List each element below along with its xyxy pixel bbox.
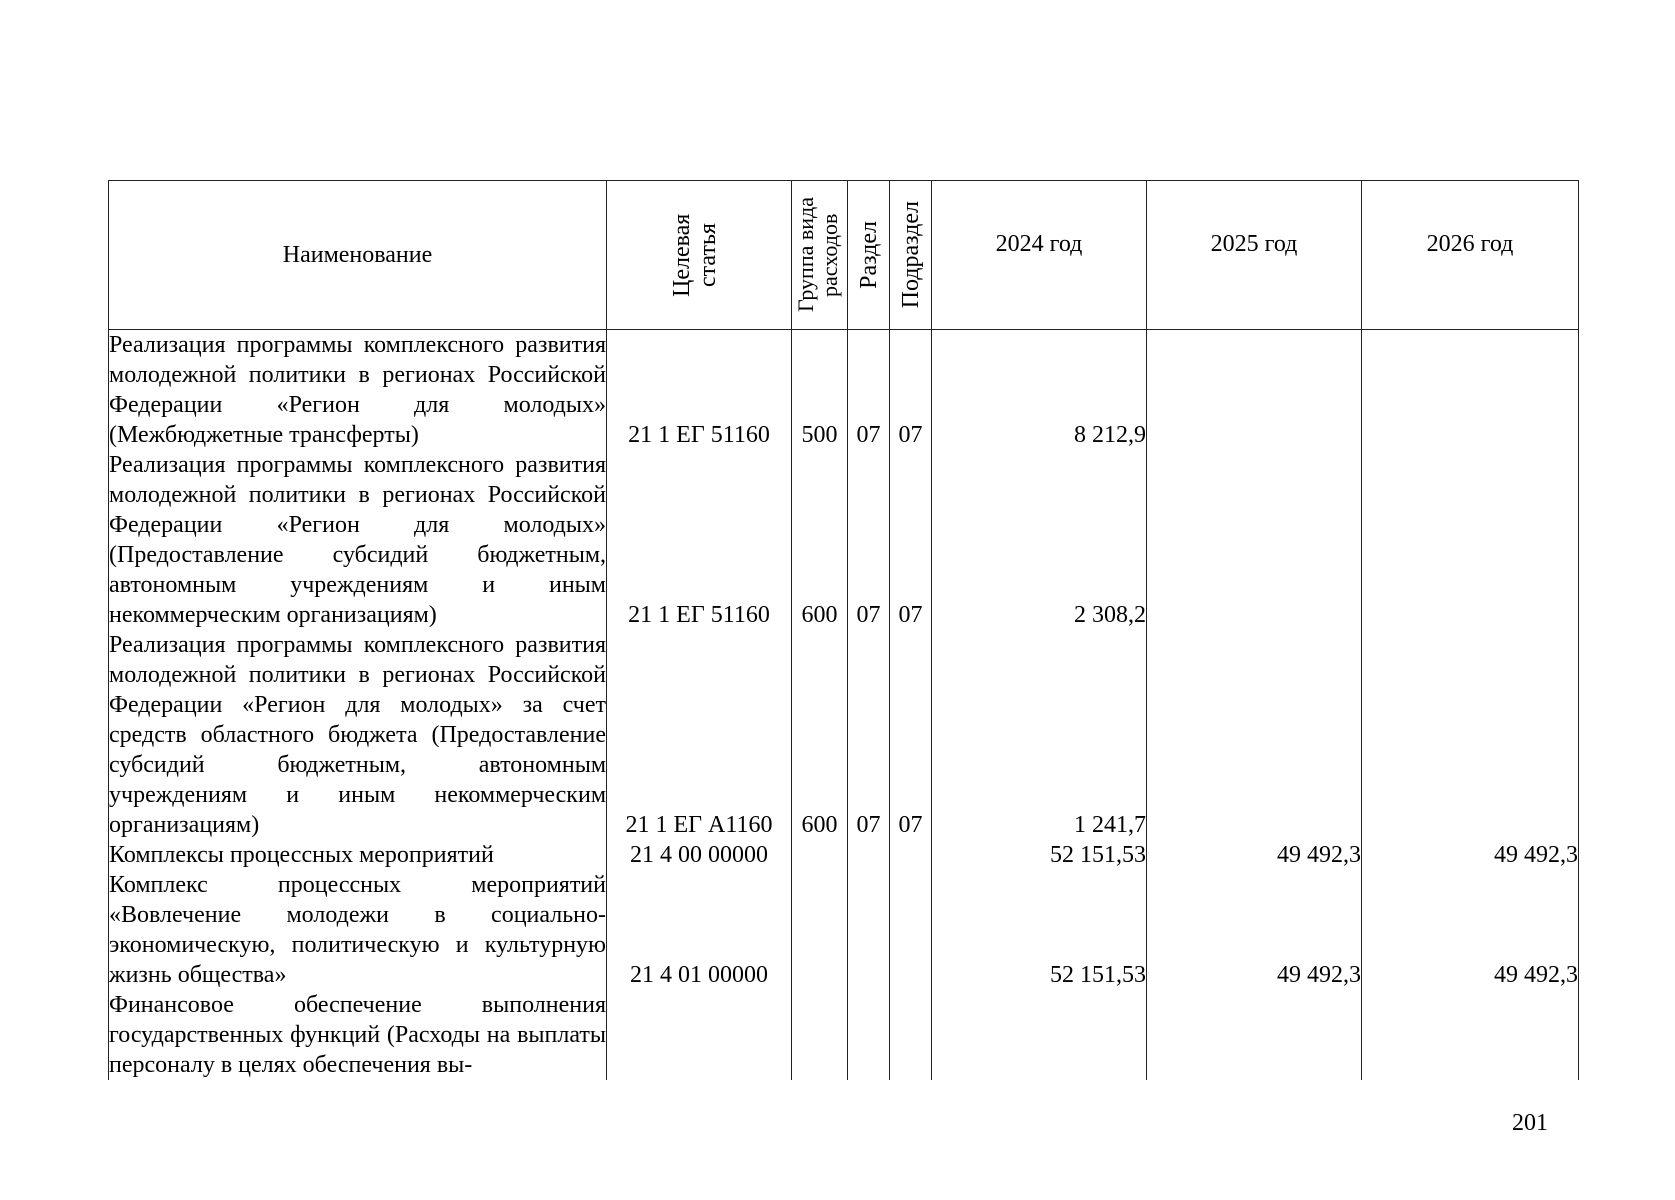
row-expense-group: 500: [792, 330, 848, 451]
row-value-2026: [1362, 990, 1579, 1080]
row-target-article: [607, 990, 792, 1080]
row-subsection: 07: [890, 630, 932, 840]
row-value-2025: 49 492,3: [1147, 870, 1362, 990]
row-subsection: 07: [890, 330, 932, 451]
row-name: Реализация программы комплексного развития молодежной политики в регионах Российской Федерации «Регион для молодых» (Предоставление субсидий бюджетным, автономным учреждениям и иным некоммерческим организациям): [109, 452, 606, 628]
row-section: [848, 990, 890, 1080]
budget-table: [108, 180, 1579, 1080]
header-year-2024: 2024 год: [932, 181, 1147, 330]
row-target-article: 21 4 00 00000: [607, 840, 792, 870]
row-subsection: [890, 870, 932, 990]
row-expense-group: [792, 840, 848, 870]
row-value-2024: 8 212,9: [932, 330, 1147, 451]
row-name: Реализация программы комплексного развития молодежной политики в регионах Российской Федерации «Регион для молодых» (Межбюджетные трансферты): [109, 330, 607, 451]
header-name: Наименование: [109, 181, 607, 330]
row-value-2025: [1147, 450, 1362, 630]
table-header-row: [109, 181, 1579, 330]
table-row: [109, 330, 1579, 451]
row-value-2026: 49 492,3: [1362, 870, 1579, 990]
row-section: 07: [848, 630, 890, 840]
table-row: [109, 870, 1579, 990]
row-value-2024: 2 308,2: [932, 450, 1147, 630]
header-year-2026: 2026 год: [1362, 181, 1579, 330]
row-target-article: 21 1 ЕГ 51160: [607, 450, 792, 630]
row-name: Комплекс процессных мероприятий «Вовлечение молодежи в социально-экономическую, политическую и культурную жизнь общества»: [109, 872, 606, 988]
row-value-2026: [1362, 630, 1579, 840]
row-value-2025: 49 492,3: [1147, 840, 1362, 870]
row-target-article: 21 4 01 00000: [607, 870, 792, 990]
row-section: [848, 840, 890, 870]
page-number: 201: [1512, 1110, 1548, 1136]
row-section: 07: [848, 330, 890, 451]
header-year-2025: 2025 год: [1147, 181, 1362, 330]
table-row: [109, 450, 1579, 630]
row-value-2026: 49 492,3: [1362, 840, 1579, 870]
table-row: [109, 630, 1579, 840]
header-target-article: Целевая статья: [607, 181, 792, 330]
header-expense-group: Группа вида расходов: [792, 181, 848, 330]
row-value-2026: [1362, 330, 1579, 451]
row-section: [848, 870, 890, 990]
table-row: [109, 840, 1579, 870]
row-name: Реализация программы комплексного развития молодежной политики в регионах Российской Федерации «Регион для молодых» за счет средств областного бюджета (Предоставление субсидий бюджетным, автономным учреждениям и иным некоммерческим организациям): [109, 632, 606, 838]
row-value-2025: [1147, 990, 1362, 1080]
row-value-2024: 52 151,53: [932, 870, 1147, 990]
row-expense-group: 600: [792, 630, 848, 840]
row-target-article: 21 1 ЕГ А1160: [607, 630, 792, 840]
row-expense-group: 600: [792, 450, 848, 630]
row-expense-group: [792, 990, 848, 1080]
row-subsection: [890, 990, 932, 1080]
row-expense-group: [792, 870, 848, 990]
row-subsection: [890, 840, 932, 870]
row-value-2024: [932, 990, 1147, 1080]
row-name: Комплексы процессных мероприятий: [109, 840, 607, 870]
table-row: [109, 990, 1579, 1080]
row-value-2025: [1147, 330, 1362, 451]
row-name: Финансовое обеспечение выполнения государственных функций (Расходы на выплаты персоналу в целях обеспечения вы-: [109, 992, 606, 1078]
header-subsection: Подраздел: [890, 181, 932, 330]
row-value-2024: 1 241,7: [932, 630, 1147, 840]
row-value-2024: 52 151,53: [932, 840, 1147, 870]
row-target-article: 21 1 ЕГ 51160: [607, 330, 792, 451]
row-value-2026: [1362, 450, 1579, 630]
row-section: 07: [848, 450, 890, 630]
row-subsection: 07: [890, 450, 932, 630]
header-section: Раздел: [848, 181, 890, 330]
row-value-2025: [1147, 630, 1362, 840]
